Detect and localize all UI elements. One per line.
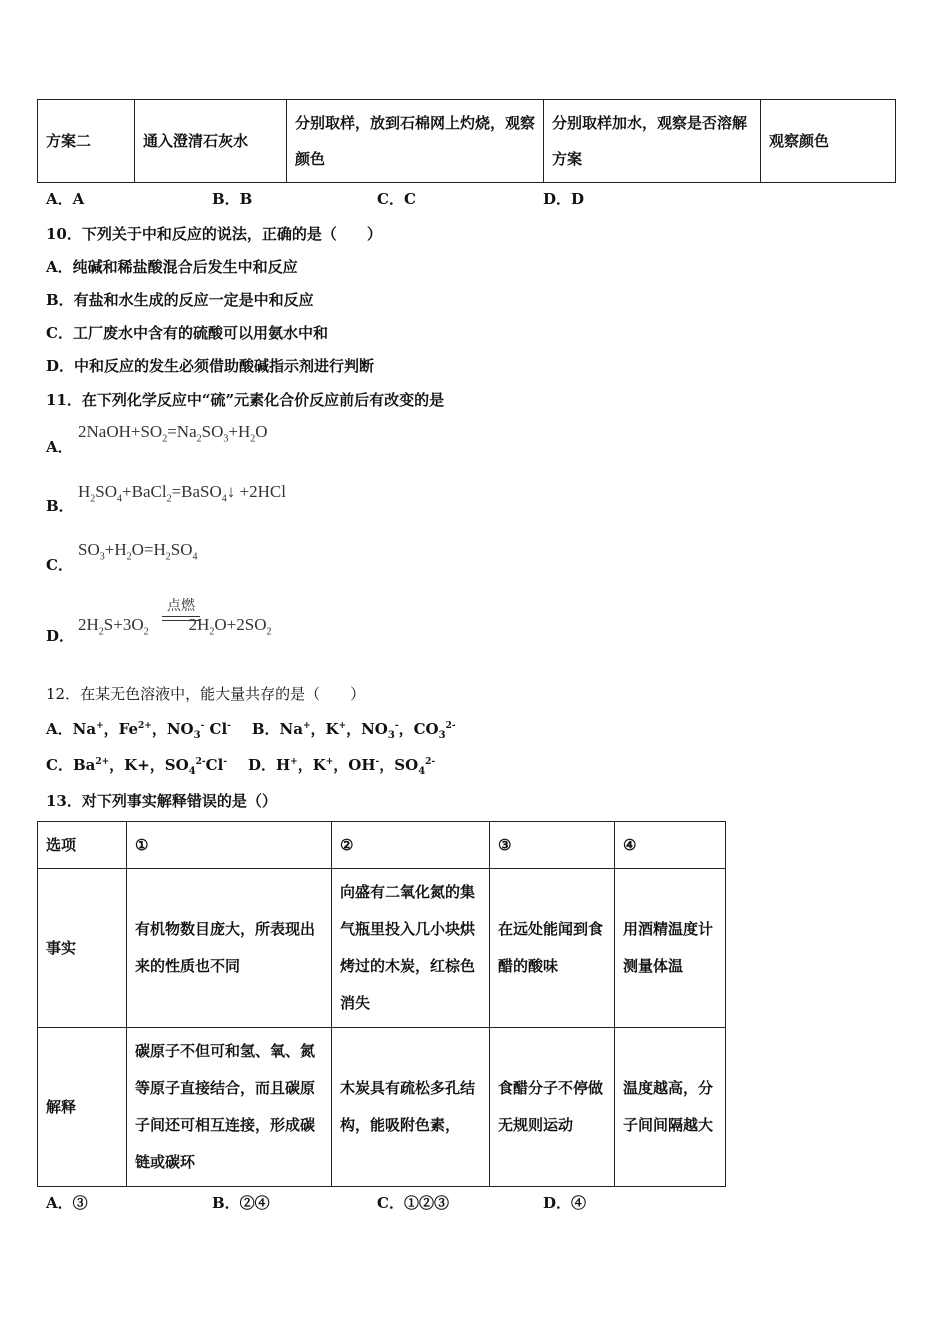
q12-row-cd: C．$Ba^{2+}$，K+，$SO_4^{2-}Cl^-$ D．H+，K+，OH-，$SO_4^{2-}$ (46, 756, 436, 777)
q9-option-b: B．B (212, 190, 253, 208)
q10-option-d: D．中和反应的发生必须借助酸碱指示剂进行判断 (46, 357, 375, 375)
q12-stem: 12．在某无色溶液中，能大量共存的是（ ） (46, 685, 366, 703)
table-cell: 向盛有二氧化氮的集气瓶里投入几小块烘烤过的木炭，红棕色消失 (332, 869, 490, 1028)
table-row (38, 100, 896, 183)
scheme-cell: 通入澄清石灰水 (135, 100, 287, 183)
table-cell: 温度越高，分子间间隔越大 (615, 1028, 726, 1187)
q12-label-a: A． (46, 720, 73, 738)
q13-option-c: C．①②③ (377, 1194, 449, 1212)
scheme-cell: 分别取样加水，观察是否溶解方案 (544, 100, 761, 183)
table-cell: 食醋分子不停做无规则运动 (490, 1028, 615, 1187)
scheme-label-cell: 方案二 (38, 100, 135, 183)
table-row (38, 1028, 726, 1187)
q11-label-d: D． (46, 627, 75, 645)
row-label: 事实 (38, 869, 127, 1028)
reaction-condition (162, 598, 200, 621)
q11-equation-b: $H_2SO_4+BaCl_2=BaSO_4↓ +2HCl$ (78, 482, 286, 505)
equals-sign (162, 616, 200, 621)
q12-label-d: D． (247, 756, 276, 774)
q13-option-a: A．③ (46, 1194, 88, 1212)
q12-label-c: C． (46, 756, 73, 774)
q13-stem: 13．对下列事实解释错误的是（） (46, 792, 277, 810)
table-row (38, 869, 726, 1028)
q11-equation-c: $SO_3+H_2O=H_2SO_4$ (78, 540, 198, 563)
q13-option-b: B．②④ (212, 1194, 270, 1212)
row-label: 解释 (38, 1028, 127, 1187)
header-cell: ② (332, 822, 490, 869)
q13-option-d: D．④ (543, 1194, 587, 1212)
q10-option-a: A．纯碱和稀盐酸混合后发生中和反应 (46, 258, 298, 276)
q12-row-ab: A．Na+，$Fe^{2+}$，$NO_3^-$ Cl- B．Na+，K+，$NO_3^-$，$CO_3^{2-}$ (46, 720, 456, 741)
scheme-cell: 观察颜色 (761, 100, 896, 183)
header-cell: ④ (615, 822, 726, 869)
q11-equation-d: $2H_2S+3O_2$ $2H_2O+2SO_2$ (78, 615, 272, 638)
scheme-table (37, 99, 896, 183)
q9-option-a: A．A (46, 190, 85, 208)
q13-table (37, 821, 726, 1187)
table-cell: 用酒精温度计测量体温 (615, 869, 726, 1028)
condition-label: 点燃 (167, 598, 195, 614)
q11-label-a: A． (46, 438, 73, 456)
table-cell: 碳原子不但可和氢、氧、氮等原子直接结合，而且碳原子间还可相互连接，形成碳链或碳环 (127, 1028, 332, 1187)
q10-option-c: C．工厂废水中含有的硫酸可以用氨水中和 (46, 324, 328, 342)
table-cell: 在远处能闻到食醋的酸味 (490, 869, 615, 1028)
q12-label-b: B． (251, 720, 280, 738)
table-cell: 木炭具有疏松多孔结构，能吸附色素， (332, 1028, 490, 1187)
table-cell: 有机物数目庞大，所表现出来的性质也不同 (127, 869, 332, 1028)
q9-option-d: D．D (543, 190, 585, 208)
q11-stem: 11．在下列化学反应中“硫”元素化合价反应前后有改变的是 (46, 391, 445, 409)
header-cell: ① (127, 822, 332, 869)
table-row (38, 822, 726, 869)
header-cell: 选项 (38, 822, 127, 869)
q9-option-c: C．C (377, 190, 416, 208)
scheme-cell: 分别取样，放到石棉网上灼烧，观察颜色 (287, 100, 544, 183)
q10-option-b: B．有盐和水生成的反应一定是中和反应 (46, 291, 314, 309)
header-cell: ③ (490, 822, 615, 869)
q10-stem: 10．下列关于中和反应的说法，正确的是（ ） (46, 225, 382, 243)
q11-label-b: B． (46, 497, 74, 515)
q11-equation-a: $2NaOH+SO_2=Na_2SO_3+H_2O$ (78, 422, 268, 445)
q11-label-c: C． (46, 556, 73, 574)
